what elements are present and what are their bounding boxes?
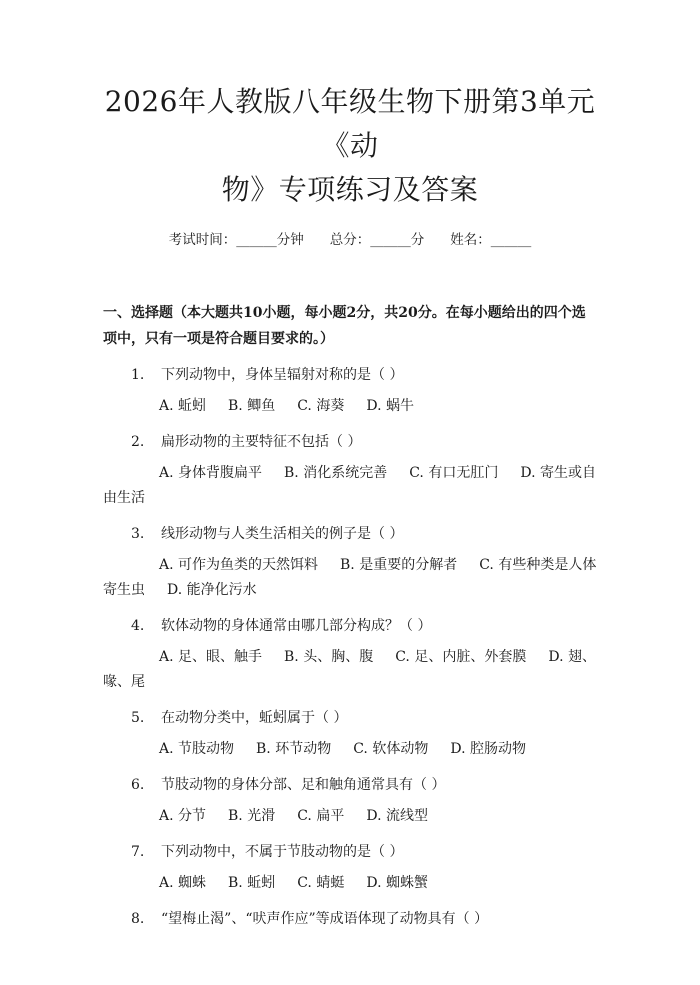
- question-number: 2.: [131, 434, 145, 450]
- total-score-field: 总分：______分: [329, 232, 425, 248]
- answer-option: B. 头、胸、腹: [284, 649, 374, 665]
- exam-page: [0, 80, 700, 985]
- question-text: 在动物分类中，蚯蚓属于（ ）: [161, 710, 348, 726]
- answer-option: A. 身体背腹扁平: [159, 465, 263, 481]
- answer-option: A. 分节: [159, 808, 207, 824]
- answer-option: A. 可作为鱼类的天然饵料: [159, 557, 319, 573]
- answer-option: B. 消化系统完善: [284, 465, 388, 481]
- question-3: [103, 521, 597, 547]
- question-7: [103, 839, 597, 865]
- question-text: 软体动物的身体通常由哪几部分构成？（ ）: [161, 618, 432, 634]
- answer-option: A. 节肢动物: [159, 741, 235, 757]
- question-8: [103, 906, 597, 932]
- answer-option: D. 翅、喙、尾: [103, 649, 596, 690]
- answer-option: D. 蜘蛛蟹: [366, 875, 428, 891]
- question-6: [103, 772, 597, 798]
- question-number: 6.: [131, 777, 145, 793]
- answer-option: C. 有口无肛门: [409, 465, 499, 481]
- question-2-options: [103, 461, 597, 511]
- question-number: 7.: [131, 844, 145, 860]
- question-text: 下列动物中，不属于节肢动物的是（ ）: [161, 844, 404, 860]
- question-number: 8.: [131, 911, 145, 927]
- answer-option: D. 蜗牛: [366, 398, 414, 414]
- question-4-options: [103, 645, 597, 695]
- question-list: [103, 362, 597, 932]
- section-heading-line-1: 一、选择题（本大题共10小题，每小题2分，共20分。在每小题给出的四个选: [103, 305, 586, 321]
- question-5-options: [103, 737, 597, 762]
- exam-info-row: [103, 230, 597, 250]
- question-number: 4.: [131, 618, 145, 634]
- answer-option: C. 扁平: [297, 808, 345, 824]
- answer-option: C. 有些种类是人体寄生虫: [103, 557, 597, 598]
- question-text: “望梅止渴”、“吠声作应”等成语体现了动物具有（ ）: [161, 911, 489, 927]
- question-number: 3.: [131, 526, 145, 542]
- section-heading-line-2: 项中，只有一项是符合题目要求的。）: [103, 331, 334, 347]
- answer-option: B. 蚯蚓: [228, 875, 276, 891]
- question-3-options: [103, 553, 597, 603]
- answer-option: C. 海葵: [297, 398, 345, 414]
- question-2: [103, 429, 597, 455]
- question-number: 1.: [131, 367, 145, 383]
- answer-option: C. 软体动物: [353, 741, 429, 757]
- answer-option: A. 蚯蚓: [159, 398, 207, 414]
- exam-time-field: 考试时间：______分钟: [168, 232, 304, 248]
- question-1: [103, 362, 597, 388]
- question-text: 节肢动物的身体分部、足和触角通常具有（ ）: [161, 777, 446, 793]
- answer-option: D. 寄生或自由生活: [103, 465, 596, 506]
- answer-option: A. 足、眼、触手: [159, 649, 263, 665]
- question-text: 下列动物中，身体呈辐射对称的是（ ）: [161, 367, 404, 383]
- question-1-options: [103, 394, 597, 419]
- answer-option: D. 流线型: [366, 808, 428, 824]
- answer-option: B. 是重要的分解者: [340, 557, 458, 573]
- answer-option: D. 腔肠动物: [450, 741, 526, 757]
- question-4: [103, 613, 597, 639]
- answer-option: C. 蜻蜓: [297, 875, 345, 891]
- answer-option: B. 环节动物: [256, 741, 332, 757]
- question-number: 5.: [131, 710, 145, 726]
- answer-option: B. 鲫鱼: [228, 398, 276, 414]
- question-text: 扁形动物的主要特征不包括（ ）: [161, 434, 362, 450]
- question-5: [103, 705, 597, 731]
- answer-option: B. 光滑: [228, 808, 276, 824]
- question-7-options: [103, 871, 597, 896]
- exam-title: [103, 80, 597, 212]
- section-heading: [103, 300, 597, 352]
- answer-option: A. 蜘蛛: [159, 875, 207, 891]
- answer-option: C. 足、内脏、外套膜: [395, 649, 527, 665]
- student-name-field: 姓名：______: [450, 232, 532, 248]
- title-line-1: 2026年人教版八年级生物下册第3单元《动: [104, 85, 596, 162]
- question-text: 线形动物与人类生活相关的例子是（ ）: [161, 526, 404, 542]
- answer-option: D. 能净化污水: [167, 582, 257, 598]
- title-line-2: 物》专项练习及答案: [221, 173, 479, 206]
- question-6-options: [103, 804, 597, 829]
